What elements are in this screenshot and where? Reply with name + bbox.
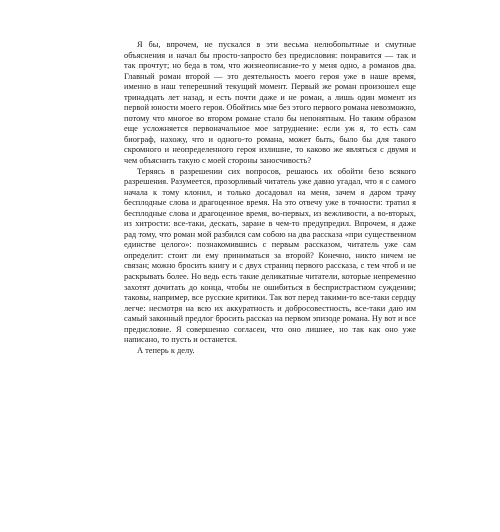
paragraph-3: А теперь к делу. bbox=[137, 345, 195, 355]
paragraph-2: Теряясь в разрешении сих вопросов, решаюсь их обойти безо всякого разрешения. Разумеется, прозорливый читатель уже давно угадал, что я с самого начала к тому клонил, и только досадовал на меня, зачем я даром трачу бесплодные слова и драгоценное время. На это отвечу уже в точности: тратил я бесплодные слова и драгоценное время, во-первых, из вежливости, а во-вторых, из хитрости: все-таки, дескать, заране в чем-то предупредил. Впрочем, я даже рад тому, что роман мой разбился сам собою на два рассказа «при существенном единстве целого»: познакомившись с первым рассказом, читатель уже сам определит: стоит ли ему приниматься за второй? Конечно, никто ничем не связан; можно бросить книгу и с двух страниц первого рассказа, с тем чтоб и не раскрывать более. Но ведь есть такие деликатные читатели, которые непременно захотят дочитать до конца, чтобы не ошибиться в беспристрастном суждении; таковы, например, все русские критики. Так вот перед такими-то все-таки сердцу легче: несмотря на всю их аккуратность и добросовестность, все-таки даю им самый законный предлог бросить рассказ на первом эпизоде романа. Ну вот и все предисловие. Я совершенно согласен, что оно лишнее, но так как оно уже написано, то пусть и останется. bbox=[124, 166, 416, 345]
book-page-text bbox=[124, 40, 416, 356]
paragraph-1: Я бы, впрочем, не пускался в эти весьма нелюбопытные и смутные объяснения и начал бы просто-запросто без предисловия: понравится — так и так прочтут; но беда в том, что жизнеописание-то у меня одно, а романов два. Главный роман второй — это деятельность моего героя уже в наше время, именно в наш теперешний текущий момент. Первый же роман произошел еще тринадцать лет назад, и есть почти даже и не роман, а лишь один момент из первой юности моего героя. Обойтись мне без этого первого романа невозможно, потому что многое во втором романе стало бы непонятным. Но таким образом еще усложняется первоначальное мое затруднение: если уж я, то есть сам биограф, нахожу, что и одного-то романа, может быть, было бы для такого скромного и неопределенного героя излишне, то каково же являться с двумя и чем объяснить такую с моей стороны заносчивость? bbox=[124, 40, 416, 166]
